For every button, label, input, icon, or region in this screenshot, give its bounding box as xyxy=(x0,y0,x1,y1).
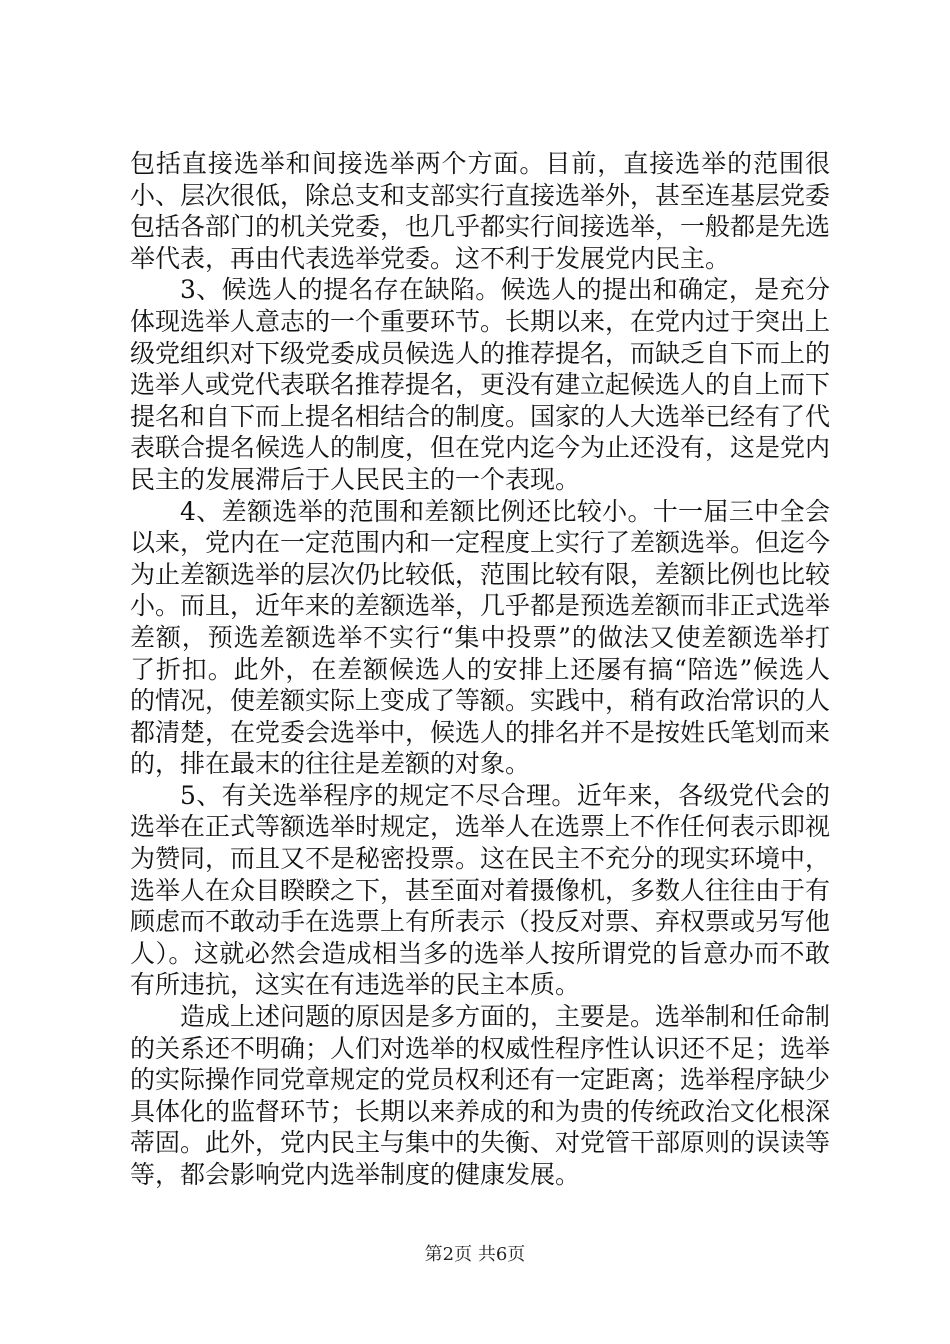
document-body xyxy=(130,148,830,1191)
paragraph-candidate-nomination: 3、候选人的提名存在缺陷。候选人的提出和确定，是充分体现选举人意志的一个重要环节。长期以来，在党内过于突出上级党组织对下级党委成员候选人的推荐提名，而缺乏自下而上的选举人或党代表联名推荐提名，更没有建立起候选人的自上而下提名和自下而上提名相结合的制度。国家的人大选举已经有了代表联合提名候选人的制度，但在党内迄今为止还没有，这是党内民主的发展滞后于人民民主的一个表现。 xyxy=(130,275,831,494)
paragraph-causes: 造成上述问题的原因是多方面的，主要是。选举制和任命制的关系还不明确；人们对选举的权威性程序性认识还不足；选举的实际操作同党章规定的党员权利还有一定距离；选举程序缺少具体化的监督环节；长期以来养成的和为贵的传统政治文化根深蒂固。此外，党内民主与集中的失衡、对党管干部原则的误读等等，都会影响党内选举制度的健康发展。 xyxy=(130,1002,831,1189)
page-number-footer: 第2页 共6页 xyxy=(424,1244,526,1265)
paragraph-election-procedure: 5、有关选举程序的规定不尽合理。近年来，各级党代会的选举在正式等额选举时规定，选举人在选票上不作任何表示即视为赞同，而且又不是秘密投票。这在民主不充分的现实环境中，选举人在众目睽睽之下，甚至面对着摄像机，多数人往往由于有顾虑而不敢动手在选票上有所表示（投反对票、弃权票或另写他人）。这就必然会造成相当多的选举人按所谓党的旨意办而不敢有所违抗，这实在有违选举的民主本质。 xyxy=(130,780,831,1000)
paragraph-competitive-election: 4、差额选举的范围和差额比例还比较小。十一届三中全会以来，党内在一定范围内和一定程度上实行了差额选举。但迄今为止差额选举的层次仍比较低，范围比较有限，差额比例也比较小。而且，近年来的差额选举，几乎都是预选差额而非正式选举差额，预选差额选举不实行“集中投票”的做法又使差额选举打了折扣。此外，在差额候选人的安排上还屡有搞“陪选”候选人的情况，使差额实际上变成了等额。实践中，稍有政治常识的人都清楚，在党委会选举中，候选人的排名并不是按姓氏笔划而来的，排在最末的往往是差额的对象。 xyxy=(130,496,831,779)
paragraph-continuation: 包括直接选举和间接选举两个方面。目前，直接选举的范围很小、层次很低，除总支和支部实行直接选举外，甚至连基层党委包括各部门的机关党委，也几乎都实行间接选举，一般都是先选举代表，再由代表选举党委。这不利于发展党内民主。 xyxy=(130,149,831,273)
